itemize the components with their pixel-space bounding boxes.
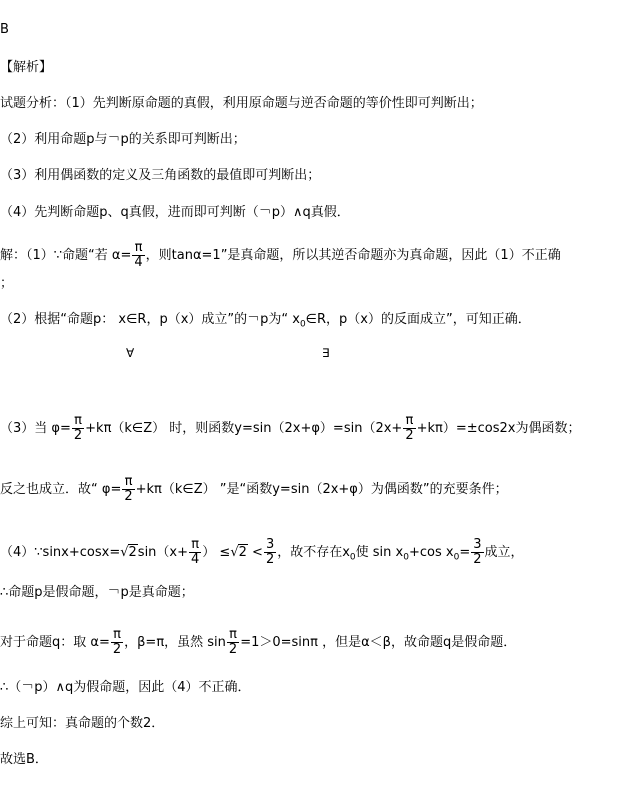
fraction-3-over-2 xyxy=(471,538,483,567)
frac-den: 4 xyxy=(191,552,200,567)
fraction-pi-over-4 xyxy=(189,538,201,567)
solution-line-1-end: ； xyxy=(0,276,14,291)
frac-num: 3 xyxy=(473,537,482,552)
analysis-heading: 【解析】 xyxy=(0,60,53,75)
sol3b-text-a: 反之也成立．故“ φ= xyxy=(0,482,122,497)
frac-num: π xyxy=(111,628,123,643)
sqrt-radicand: 2 xyxy=(128,545,137,560)
frac-den: 2 xyxy=(228,642,238,657)
subscript-zero: 0 xyxy=(299,319,306,330)
solution-line-2 xyxy=(0,312,531,333)
exists-symbol: ∃ xyxy=(322,346,330,360)
negation-line: ∴（￢p）∧q为假命题，因此（4）不正确． xyxy=(0,680,251,695)
frac-den: 2 xyxy=(73,428,83,443)
solution-line-3 xyxy=(0,414,580,443)
analysis-line-2: （2）利用命题p与￢p的关系即可判断出； xyxy=(0,132,246,147)
sol3-text-c: +kπ）=±cos2x为偶函数； xyxy=(416,421,581,436)
solution-line-3b xyxy=(0,475,508,504)
sol4-text-g: +cos x xyxy=(408,545,454,560)
sol3-text-a: （3）当 φ= xyxy=(0,421,71,436)
solution-line-4 xyxy=(0,538,524,567)
subscript-zero: 0 xyxy=(453,552,460,563)
frac-num: 3 xyxy=(265,537,275,552)
subscript-zero: 0 xyxy=(403,552,409,563)
fraction-pi-over-2 xyxy=(227,628,239,657)
sol2-text-b: ∈R，p（x）的反面成立”，可知正确． xyxy=(305,312,531,327)
frac-den: 2 xyxy=(265,552,275,567)
fraction-pi-over-2 xyxy=(72,414,84,443)
sqrt-radicand: 2 xyxy=(238,545,247,560)
solq-text-b: ，β=π，虽然 sin xyxy=(124,635,226,650)
frac-den: 2 xyxy=(405,428,414,443)
sol1-text-b: ，则tanα=1”是真命题，所以其逆否命题亦为真命题，因此（1）不正确 xyxy=(145,248,561,263)
frac-num: π xyxy=(72,414,84,429)
forall-symbol: ∀ xyxy=(126,346,135,360)
sol4-text-e: ，故不存在x xyxy=(277,545,350,560)
sol1-text-a: 解：（1）∵命题“若 α= xyxy=(0,248,132,263)
sol4-text-h: = xyxy=(459,545,471,560)
sqrt-sign: √ xyxy=(120,545,129,560)
sol4-text-d: < xyxy=(247,545,263,560)
sol4-text-a: （4）∵sinx+cosx= xyxy=(0,545,121,560)
analysis-line-4: （4）先判断命题p、q真假，进而即可判断（￢p）∧q真假． xyxy=(0,205,350,220)
fraction-pi-over-4 xyxy=(132,241,144,270)
sol3-text-b: +kπ（k∈Z） 时，则函数y=sin（2x+φ）=sin（2x+ xyxy=(85,421,403,436)
subscript-zero: 0 xyxy=(349,552,356,563)
fraction-pi-over-2 xyxy=(403,414,415,443)
sol4-text-c: ） ≤ xyxy=(202,545,231,560)
answer-letter: B xyxy=(0,22,9,37)
frac-den: 2 xyxy=(124,489,133,504)
frac-num: π xyxy=(189,538,201,553)
fraction-3-over-2 xyxy=(264,538,276,567)
frac-num: π xyxy=(403,414,415,429)
sol3b-text-b: +kπ（k∈Z） ”是“函数y=sin（2x+φ）为偶函数”的充要条件； xyxy=(135,482,508,497)
choose-line: 故选B． xyxy=(0,752,48,767)
analysis-line-1: 试题分析：（1）先判断原命题的真假，利用原命题与逆否命题的等价性即可判断出； xyxy=(0,96,483,111)
solq-text-c: =1＞0=sinπ ，但是α＜β，故命题q是假命题． xyxy=(240,635,517,650)
sol4-text-f: 使 sin x xyxy=(355,545,404,560)
sqrt-sign: √ xyxy=(230,545,239,560)
frac-den: 4 xyxy=(134,255,143,270)
summary-line: 综上可知：真命题的个数2． xyxy=(0,716,165,731)
sol2-text-a: （2）根据“命题p： x∈R，p（x）成立”的￢p为“ x xyxy=(0,312,300,327)
sol4-text-i: 成立， xyxy=(484,545,524,560)
frac-den: 2 xyxy=(473,552,482,567)
frac-den: 2 xyxy=(112,642,122,657)
solution-q-line xyxy=(0,628,516,657)
p-false-line: ∴命题p是假命题，￢p是真命题； xyxy=(0,585,194,600)
frac-num: π xyxy=(132,241,144,256)
frac-num: π xyxy=(227,628,239,643)
fraction-pi-over-2 xyxy=(111,628,123,657)
sol4-text-b: sin（x+ xyxy=(137,545,189,560)
frac-num: π xyxy=(122,475,134,490)
analysis-line-3: （3）利用偶函数的定义及三角函数的最值即可判断出； xyxy=(0,168,321,183)
solq-text-a: 对于命题q：取 α= xyxy=(0,635,110,650)
solution-line-1 xyxy=(0,241,561,270)
fraction-pi-over-2 xyxy=(122,475,134,504)
